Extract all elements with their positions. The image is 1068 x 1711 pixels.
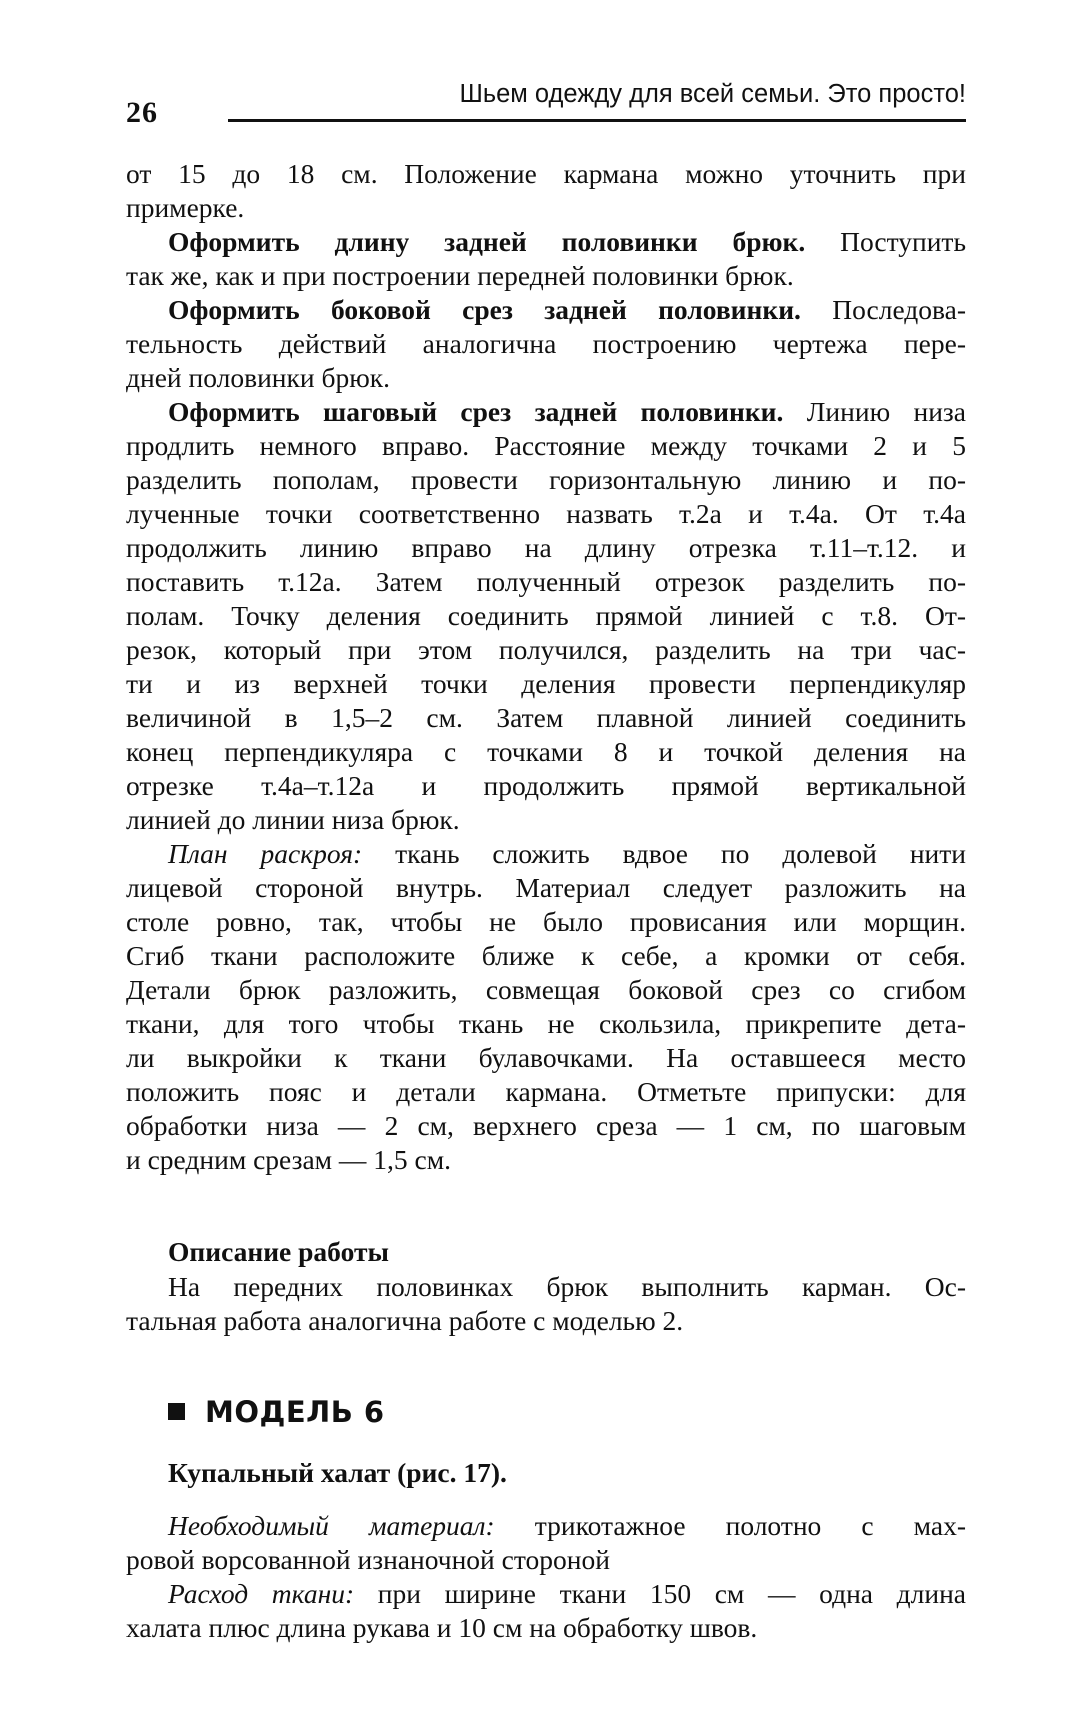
text-line: Детали брюк разложить, совмещая боковой срез со сгибом <box>126 974 966 1005</box>
text-line: Сгиб ткани расположите ближе к себе, а кромки от себя. <box>126 940 966 971</box>
text-line: ли выкройки к ткани булавочками. На оставшееся место <box>126 1042 966 1073</box>
square-bullet-icon <box>168 1403 185 1420</box>
running-title: Шьем одежду для всей семьи. Это просто! <box>459 80 966 108</box>
text-line: Расход ткани: при ширине ткани 150 см — одна длина <box>168 1578 966 1609</box>
text-line: столе ровно, так, чтобы не было провисания или морщин. <box>126 906 966 937</box>
text-line: План раскроя: ткань сложить вдвое по долевой нити <box>168 838 966 869</box>
text-line: полам. Точку деления соединить прямой линией с т.8. От- <box>126 600 966 631</box>
text-line: конец перпендикуляра с точками 8 и точкой деления на <box>126 736 966 767</box>
work-description-heading: Описание работы <box>168 1236 389 1267</box>
text-line: ткани, для того чтобы ткань не скользила, прикрепите дета- <box>126 1008 966 1039</box>
body-text <box>126 157 966 1177</box>
text-line: резок, который при этом получился, разделить на три час- <box>126 634 966 665</box>
text-line: обработки низа — 2 см, верхнего среза — 1 см, по шаговым <box>126 1110 966 1141</box>
text-line: лученные точки соответственно назвать т.2а и т.4а. От т.4а <box>126 498 966 529</box>
text-line: так же, как и при построении передней половинки брюк. <box>126 260 794 291</box>
page-number: 26 <box>126 96 158 129</box>
fabric-label: Расход ткани: <box>168 1578 355 1609</box>
text-line: продолжить линию вправо на длину отрезка т.11–т.12. и <box>126 532 966 563</box>
text-line: лицевой стороной внутрь. Материал следует разложить на <box>126 872 966 903</box>
text-line: разделить пополам, провести горизонтальную линию и по- <box>126 464 966 495</box>
text-line: Оформить боковой срез задней половинки. Последова- <box>168 294 967 325</box>
text-line: ровой ворсованной изнаночной стороной <box>126 1544 610 1575</box>
text-line: поставить т.12а. Затем полученный отрезок разделить по- <box>126 566 966 597</box>
paragraph-lead-in: Оформить шаговый срез задней половинки. <box>168 396 784 427</box>
text-line: тальная работа аналогична работе с моделью 2. <box>126 1305 684 1336</box>
text-line: тельность действий аналогична построению чертежа пере- <box>126 328 966 359</box>
text-line: положить пояс и детали кармана. Отметьте припуски: для <box>126 1076 966 1107</box>
model-description <box>126 1509 966 1645</box>
running-header <box>126 74 966 134</box>
text-line: ти и из верхней точки деления провести перпендикуляр <box>126 668 966 699</box>
text-line: величиной в 1,5–2 см. Затем плавной линией соединить <box>126 702 966 733</box>
text-line: дней половинки брюк. <box>126 362 390 393</box>
text-line: от 15 до 18 см. Положение кармана можно уточнить при <box>126 158 966 189</box>
text-line: халата плюс длина рукава и 10 см на обработку швов. <box>126 1612 758 1643</box>
material-label: Необходимый материал: <box>168 1510 495 1541</box>
text-line: продлить немного вправо. Расстояние между точками 2 и 5 <box>126 430 966 461</box>
text-line: и средним срезам — 1,5 см. <box>126 1144 452 1175</box>
paragraph-lead-in: Оформить боковой срез задней половинки. <box>168 294 801 325</box>
text-line: примерке. <box>126 192 245 223</box>
text-line: Оформить длину задней половинки брюк. Поступить <box>168 226 966 257</box>
model-heading-label: МОДЕЛЬ 6 <box>205 1395 385 1429</box>
text-line: Необходимый материал: трикотажное полотно с мах- <box>168 1510 966 1541</box>
text-line: На передних половинках брюк выполнить карман. Ос- <box>168 1271 966 1302</box>
text-line: отрезке т.4а–т.12а и продолжить прямой вертикальной <box>126 770 966 801</box>
text-line: Оформить шаговый срез задней половинки. Линию низа <box>168 396 966 427</box>
paragraph-lead-in: План раскроя: <box>168 838 363 869</box>
model-subtitle: Купальный халат (рис. 17). <box>168 1457 507 1488</box>
work-description-text <box>126 1270 966 1338</box>
text-line: линией до линии низа брюк. <box>126 804 460 835</box>
header-rule <box>228 119 966 122</box>
paragraph-lead-in: Оформить длину задней половинки брюк. <box>168 226 806 257</box>
model-heading <box>168 1395 385 1429</box>
